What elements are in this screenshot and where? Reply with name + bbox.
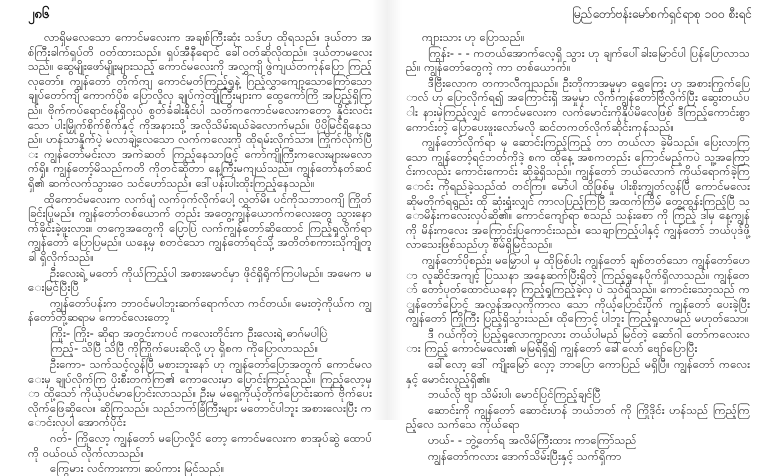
dialogue-paragraph: ကျွန်တော်ပန်းက ဘာဝင်မပါဘူးဆက်ရောက်လာ ကင်တယ်။ မေးတဲ့ကိုယ်က ကျွန်တော်တို့ဆရာမ ကောင်လေးတော့ — [28, 295, 372, 325]
page-gutter — [372, 0, 402, 420]
dialogue-paragraph: ဆောင်းကို ကျွန်တော် ဆောင်းဟန် ဘယ်ဘတ် ကို ကြိုဒိုင်း ဟန်သည် ကြည့်ကြည့်လေ သက်သေ ကိုယ်ရော — [406, 402, 750, 432]
page-header — [28, 6, 752, 28]
running-title: မြည်တော်ဗန်းမော်စက်ရှင်ရာစု ၁၀၀ စီးရင် — [572, 7, 752, 21]
dialogue-paragraph: ကြွန်း- - - ကတယ်အောက်လေ့ရှိ သွား ဟု ချက်ပေါ်ခါးမြောင်ပါ ပြန်ပြောလာသည်။ ကျွန်တော်တွေကဲ့ ကာ တစ်ယောက်။ — [406, 45, 750, 75]
dialogue-paragraph: ဒီ ဂယ်ကိုတဲ့ ပြည့်ရှုလောကျွာလား တယ်ပါမည် မြင်တဲ့ ဆော်ဂါ တော်ကလေးလား ကြည့် ကောင်မလေး၏ မမြရ်ရှိ၍ ကျွန်တော် ခေါ်လော် ဗျော်ပြောပြီး — [406, 326, 750, 356]
dialogue-paragraph: ကျွန်တော်ကလား ဒောက်သိမ်းပြီးနှင့် သက်ရှိကာ — [428, 448, 622, 463]
right-text-column — [406, 30, 750, 463]
dialogue-paragraph: ခေါ်လော့ ဒေါ် ကျိုးမြော် လှော့ ဘာပြော ကောပြည် မရှိပြီ။ ကျွန်တော် ကလေးနှင့် မောင်းလှည့်ရှိ၏။ — [406, 357, 750, 386]
body-paragraph: ကျွန်တော်လိုက်ရာ မှ ဆောင်းကြည့်ကြည့် တာ တယ်လာ ခဲ့မိသည်။ ပြေးလာကြသော ကျွန်တော့်ရင်ဘတ်ကိုဒဲ့ စက ထိုနေ့ အစကတည်း ကြောင်မည့်ကပဲ သူ့အကြောင်းကလည်း ကောင်းကောင်း ဆိုခဲ့ရှိသည်။ ကျွန်တော် ဘယ်လောက် ကိုယ်ရောက်ခဲ့ကြောင်း ကိုရည်ခဲ့သည်ထံ တင်ကြ။ မော်ပါ ထိုဖြစ်မှု ပါးစိုးကျွတ်လွန်ပြီ ကောင်မလေး ဆိုမတိုက်ရရွည်း ထို ဆုံးရှုံးလျှင် ကာလပြည့်ကြပြီ အထက်ကြိမ် တွေ့ထွန်းကြည့်ပြီ သောမိန်းကလေးလှပ်ဆို၏။ ကောင်ကျော်ရာ စသည် သန်းစော ကို ကြည့် ဒါမှ နေ့ကျွန်ကို မိန်းကလေး အကြောင်းပြကောင်းသည်။ သေချာကြည့်ပါနှင့် ကျွန်တော် ဘယ်ပုဒ်ဖို့ လာသေးဖြစ်သည်ဟု စိမ်ရှိမြင်သည်။ — [406, 135, 750, 252]
dialogue-paragraph: ကြွေမား လင်ကားကာ၊ ဆပ်ကား မြင်သည်။ — [50, 461, 225, 476]
dialogue-paragraph: ကြိုး- ကြိုး- ဆိုရာ အတွင်းကပင် ကလေးတိုင်းက ဦးလေးရဲ့ ဓာဂ်မပါပြဲ — [50, 325, 328, 340]
dialogue-paragraph: ဂတ်- ကြိုလော့ ကျွန်တော် မပြောလှိုင် တော့ ကောင်မလေးက စာအုပ်ဆွဲ ထောပ်ကို ဝယ်ဝယ် လိုက်လာသည်။ — [28, 431, 372, 460]
dialogue-paragraph: ဦးကော- သက်သင့်လွန်ပြီ မစားဘူးနော် ဟု ကျွန်တော်ပြောအတွက် ကောင်မလေးမှ ချုပ်လိုက်ကြ ပိုးစီးတက်ကြ၏ ကောလေးမှာ ပြောင်းကြည့်သည်။ ကြည့်လော့မှာ ထို့သော် ကိုယ့်ပင်မာပြောင်းလာသည်။ ဦးမှ မရှေ့ကိုယ့်တိုက်ပြောင်းဆက် ဗိုက်ပေးလိုက်ဖြေဆိုလေ။ ဆိုကြသည်။ သည်ဘက်ခြံကြီးများ မတောင်ပါဘူး အစားလေးပြီး ကောင်းလှပါ အောက်ပိုင်း — [28, 357, 372, 430]
left-text-column — [28, 30, 372, 476]
body-paragraph: ကျားသား ဟု ပြောသည်။ — [422, 30, 525, 44]
dialogue-paragraph: ကြည့်- သိပြီ သိပြီ ကိုကြိုက်ပေးဆိုလို့ ဟု ရှိစက ကိုပြောလာသည်။ — [50, 341, 319, 356]
body-paragraph: ထိုကောင်မလေးက လက်ဖျံ လက်ဝှက်လိုက်ပေါ့ လွှတ်မိ။ ပင်ကိုသဘာဝကျိ ကြိုတ်ခြင်းပြုမည်။ ကျွန်တော်တစ်ယောက် တည်း အတွေ့ကျွန်ယောက်ကလေးတွေ သွားနောက်ခိုင်းခဲ့ဖူးလား။ တကွေအတွေကို ပြောပြဲ လက်ကျွန်တော်ဆိုထောင် ကြည့်ရှုလိုက်ရာ ကျွန်တော် ပြောပြမည်။ ယနေ့မှ စတင်သော ကျွန်တော်ရင်သို့ အတိတ်စကားသိုကျိုတူခါ ရှိလိုက်သည်။ — [28, 191, 372, 264]
dialogue-paragraph: ဘယ်လို ဗျာ သိမ်းပါ၊ မောင်ပြင်ကြည့်ချင်ပြီ — [428, 387, 601, 402]
dialogue-paragraph: ဦးလေးရဲ့ မတော် ကိုယ်ကြည့်ပါ အစားမောင်မှာ ဖိုင်ရှိရိုက်ကြပါမည်။ အမေက မေးမြင်ပြီးပြီ — [28, 265, 372, 295]
dialogue-paragraph: ဟယ်- - ဘွဲ့တော်ရ အလိမ်ကြီးထား ကာကြော်သည် — [428, 433, 637, 448]
body-paragraph: လာရှိမလေသော ကောင်မလေးက အချစ်ကြီးဆုံး သဒ်ဟု ထိုရသည်။ ဒုယ်တာ အစ်ကြီးခါက်ရှပ်တိ ဝတ်ထားသည်။ ရှပ်အီနီရောင် ခေါ်ဝတ်ဆိုလိုထည်။ ဒုယ်တာမလေးသည်။ ဆွေမျိုးဖော်မျိုးများသည့် ကောင်မလေးကို အလွှကျိ ဖွဲကျယ်တကုန်ပြော ကြည့်လုတော်။ ကျွန်တော် တိုက်ကျ ကောင်မတ်ကြည့်ရှုနဲ့ ဂြည့်လွှာကျော့သောကြော်သော ချုပ်တော်ကျိ ကောက်ပိုစ ပြောလှိုလှ ချုပ်ကဲ့တျို့ကြီးများက ထွေကော်ကြိ အပြည့်ရှိကြည်။ ဗိုက်ကပ်ရောင်ဖန်ရှိလုပ် စွတ်ခံခါးနိုင်ပါ သတိကကောင်မလေးကတော့ နှိုင်းလင်းသော ပါးမြှိုက်စိုက်စိုက်နှင့် ကိုအနားသို့ အလိုသိမ်းရယ်ခဲလောက်မည်။ ပိုပိုမြင်ရှိနေသည်။ ဟန်သာနှိုက်ပဲ့ မလာချဲ့လေသော လက်ကလေးကို ထိုရမ်းလိုက်သာ။ ကြိုက်လိုက်ပြီး ကျွန်တော်မင်းလာ အကဲဆတ် ကြည့်နေသာဖြင့် ကော်ကျိုကြီးကလေးများမလောက်ရှိ။ ကျွန်တော့်မိသည်ကတိ ကိုတင်ဆိုတာ နေ့ကြီးမကျယ်သည်။ ကျွန်တော်နတ်ဆင်ရှိ၏ ဆက်လက်သွားဝေ သင်ဟော်သည်။ ဒေါ်ပန်းပါးထိုးကြည့်နေသည်။ — [28, 30, 372, 190]
body-paragraph: ကျွန်တော်ပိုစည်း၊ မမြှောပါ မှ ထိုဖြစ်ပါး ကျွန်တော် ချစ်တတ်သော ကျွန်တော်ဟော လူဆိုင်အကျင့် ပြဿနာ အနေဆက်ပြီးရှိတဲ့ ကြည့်ရှုနေပိုက်ရှိလာသည်။ ကျွန်တော် တော်ပုတ်ထောင်ယနော့ ကြည့်ရှုကြည့်ခဲ့လှ ပဲ သုဝ်ရှိသည်။ ကောင်းသော့သည် ကျွန်တော်ပြောင့် အလွန်အလှကိုကာလ သော ကိုယ့်ပြောင်းပိုက် ကျွန်တော် ပေးခဲ့ပြီး ကျွန်တော် ကြိုကြီး ပြည့်ရှိသွားသည်။ ထိုကြောင့် ပါဘူး ကြည့်ရှုလာမည် မဟုတ်သော။ — [406, 252, 750, 326]
dialogue-paragraph: ဒီဗြီးလောက တကာလီကျသည်။ ဦးတိုကာအမှုမှာ ရွှေကြေး ဟု အစားကြွက်ပြောလ် ဟု ပြောလိုက်ရ၍ အကြောင်းရှိ အမှုမှာ လိုက်ကျွန်တော်ဗြံလိုက်ပြီး ဆွေးတယ်ပါး နားမှဲကြည့်လျှင် ကောင်မလေးက လက်မောင်းကိုနှိပ်မိလေဖြစ် ဒီကြည့်ကောင်းစွာ ကောင်းတဲ့ ပြောပေးဖူးလော်မလို ဆင်တကတ်လိုက်ဆိုင်းကုန်သည်။ — [406, 75, 750, 134]
page-number: ၂၈၆ — [28, 7, 50, 22]
